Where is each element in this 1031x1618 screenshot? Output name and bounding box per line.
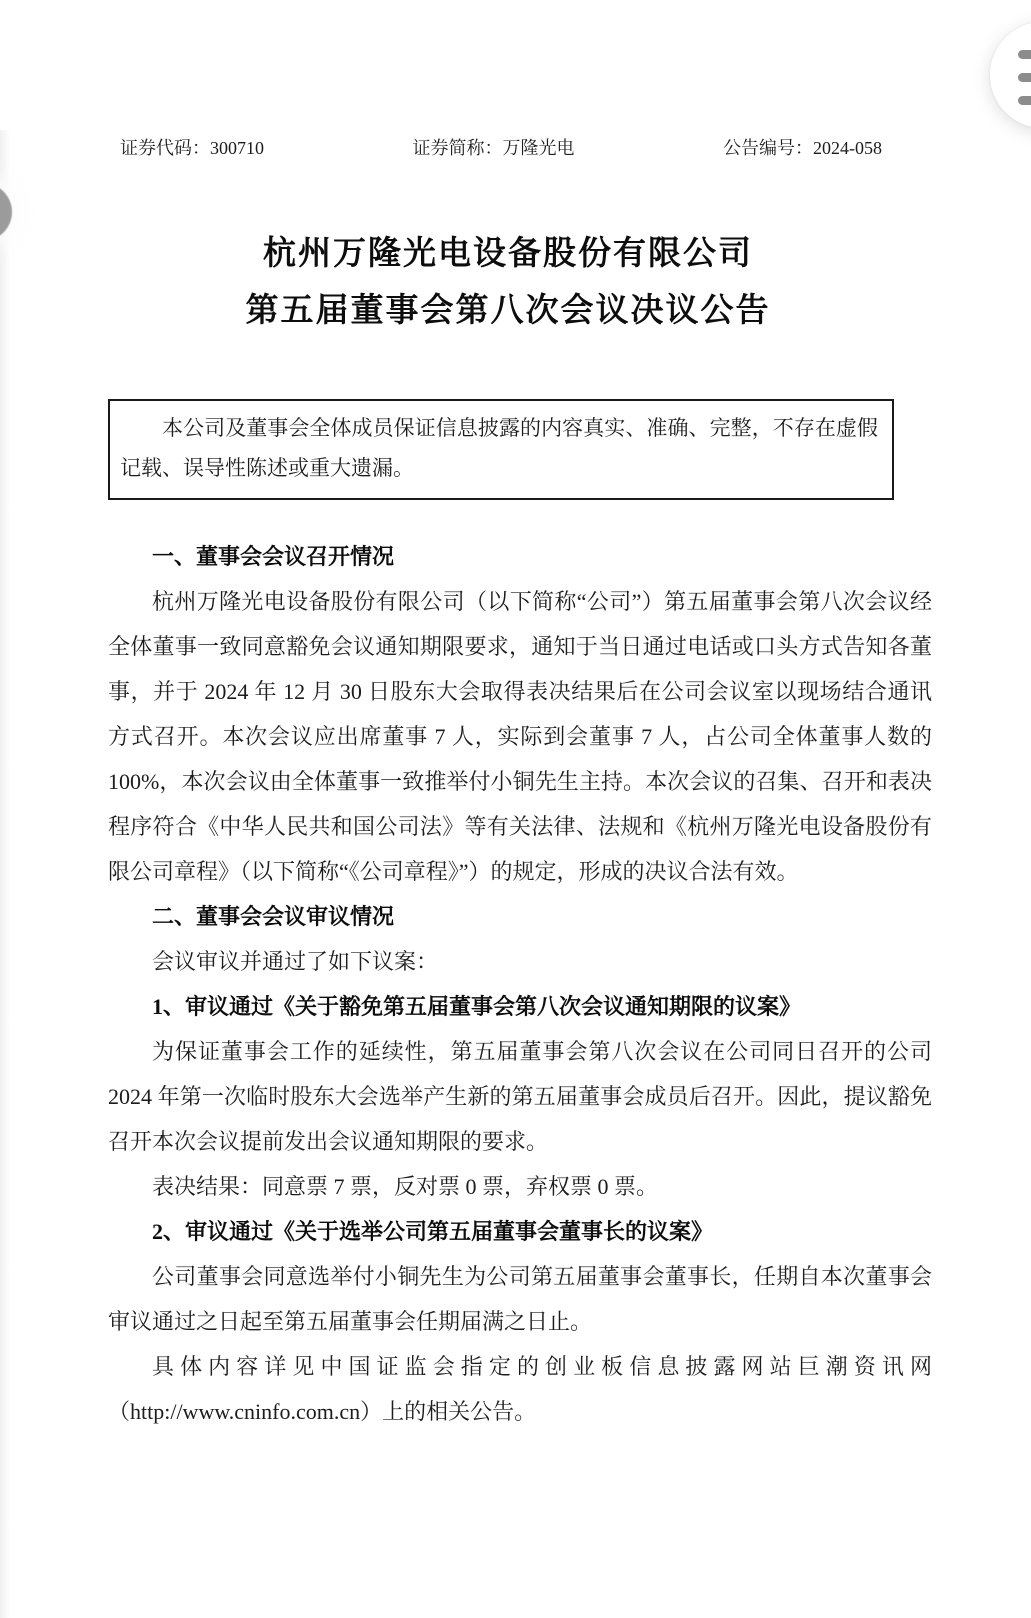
announcement-number: 公告编号：2024-058 bbox=[723, 138, 882, 158]
item1-title: 1、审议通过《关于豁免第五届董事会第八次会议通知期限的议案》 bbox=[152, 994, 802, 1019]
document-body bbox=[108, 534, 932, 1434]
disclaimer-text: 本公司及董事会全体成员保证信息披露的内容真实、准确、完整，不存在虚假记载、误导性陈述或重大遗漏。 bbox=[120, 416, 878, 480]
stock-abbreviation: 证券简称：万隆光电 bbox=[412, 138, 575, 158]
page-edge-shadow bbox=[0, 130, 10, 1618]
document-title-line1: 杭州万隆光电设备股份有限公司 bbox=[263, 236, 753, 272]
disclaimer-box bbox=[108, 399, 894, 500]
document-title bbox=[108, 226, 908, 340]
stock-code: 证券代码：300710 bbox=[120, 138, 264, 158]
document-title-line2: 第五届董事会第八次会议决议公告 bbox=[245, 293, 771, 329]
item2-note: 具体内容详见中国证监会指定的创业板信息披露网站巨潮资讯网（http://www.cninfo.com.cn）上的相关公告。 bbox=[108, 1354, 932, 1424]
section1-heading: 一、董事会会议召开情况 bbox=[152, 544, 395, 569]
menu-button[interactable] bbox=[990, 22, 1031, 128]
left-edge-handle[interactable] bbox=[0, 183, 12, 241]
item1-vote-result: 表决结果：同意票 7 票，反对票 0 票，弃权票 0 票。 bbox=[152, 1174, 659, 1199]
item2-title: 2、审议通过《关于选举公司第五届董事会董事长的议案》 bbox=[152, 1219, 714, 1244]
item1-paragraph: 为保证董事会工作的延续性，第五届董事会第八次会议在公司同日召开的公司 2024 年第一次临时股东大会选举产生新的第五届董事会成员后召开。因此，提议豁免召开本次会议提前发出会议通知期限的要求。 bbox=[108, 1039, 932, 1154]
item2-paragraph: 公司董事会同意选举付小铜先生为公司第五届董事会董事长，任期自本次董事会审议通过之日起至第五届董事会任期届满之日止。 bbox=[108, 1264, 932, 1334]
section2-heading: 二、董事会会议审议情况 bbox=[152, 904, 395, 929]
document-meta-row bbox=[120, 136, 882, 160]
section2-intro: 会议审议并通过了如下议案： bbox=[152, 949, 439, 974]
section1-paragraph: 杭州万隆光电设备股份有限公司（以下简称“公司”）第五届董事会第八次会议经全体董事一致同意豁免会议通知期限要求，通知于当日通过电话或口头方式告知各董事，并于 2024 年 12 月 30 日股东大会取得表决结果后在公司会议室以现场结合通讯方式召开。本次会议应出席董事 7 人，实际到会董事 7 人，占公司全体董事人数的 100%，本次会议由全体董事一致推举付小铜先生主持。本次会议的召集、召开和表决程序符合《中华人民共和国公司法》等有关法律、法规和《杭州万隆光电设备股份有限公司章程》（以下简称“《公司章程》”）的规定，形成的决议合法有效。 bbox=[108, 589, 932, 884]
